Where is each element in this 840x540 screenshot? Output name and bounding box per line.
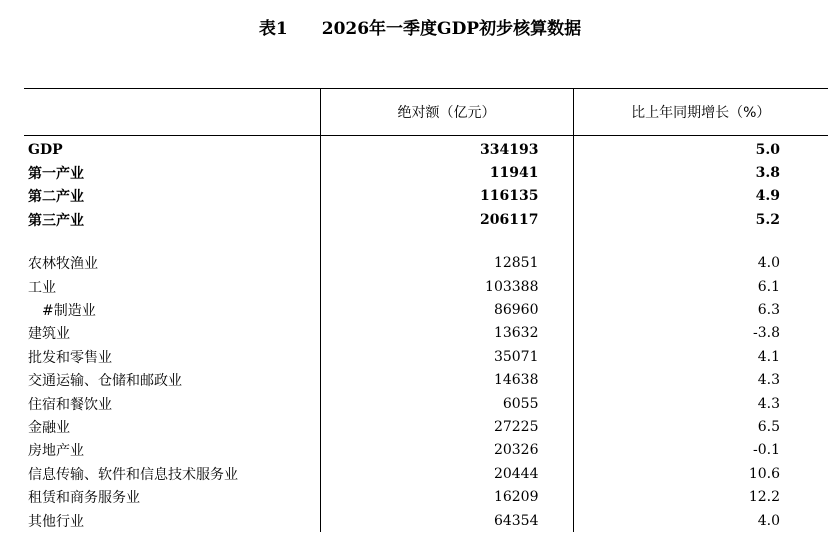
table-row: [24, 485, 828, 508]
row-name: 房地产业: [28, 443, 84, 460]
table-row: [24, 275, 828, 298]
row-value: 14638: [320, 369, 573, 392]
row-growth: 12.2: [748, 489, 780, 506]
row-name: 建筑业: [28, 326, 70, 343]
table-row: [24, 345, 828, 368]
row-growth: 4.0: [757, 512, 780, 529]
table-row: [24, 509, 828, 532]
row-growth: -0.1: [753, 442, 780, 459]
table-row: [24, 322, 828, 345]
row-growth: 5.2: [755, 211, 780, 228]
row-name: #制造业: [42, 303, 96, 320]
header-absolute-value: 绝对额（亿元）: [320, 89, 573, 136]
table-number: 表1: [258, 19, 288, 39]
row-value: 103388: [320, 275, 573, 298]
table-row: [24, 161, 828, 184]
table-row: [24, 298, 828, 321]
row-growth: 4.3: [757, 372, 780, 389]
row-name: 信息传输、软件和信息技术服务业: [28, 466, 238, 483]
row-value: 35071: [320, 345, 573, 368]
row-growth: -3.8: [753, 325, 780, 342]
row-growth: 6.3: [757, 302, 780, 319]
row-name: 其他行业: [28, 513, 84, 530]
row-value: 206117: [320, 208, 573, 231]
row-growth: 4.9: [755, 188, 780, 205]
header-row: [24, 89, 828, 136]
row-growth: 6.1: [757, 278, 780, 295]
table-row: [24, 392, 828, 415]
row-name: 工业: [28, 279, 56, 296]
row-growth: 5.0: [755, 141, 780, 158]
table-row: [24, 185, 828, 208]
row-growth: 6.5: [757, 418, 780, 435]
row-name: 第一产业: [28, 166, 84, 183]
header-growth-rate: 比上年同期增长（%）: [573, 89, 828, 136]
row-name: GDP: [28, 141, 63, 158]
row-name: 农林牧渔业: [28, 256, 98, 273]
row-growth: 3.8: [755, 165, 780, 182]
table-row: [24, 439, 828, 462]
row-growth: 4.0: [757, 255, 780, 272]
row-name: 第二产业: [28, 189, 84, 206]
row-name: 批发和零售业: [28, 349, 112, 366]
row-value: 20326: [320, 439, 573, 462]
spacer-row: [24, 232, 828, 252]
row-name: 交通运输、仓储和邮政业: [28, 373, 182, 390]
row-value: 334193: [320, 136, 573, 162]
table-title: [0, 14, 840, 39]
row-name: 住宿和餐饮业: [28, 396, 112, 413]
table-row: [24, 369, 828, 392]
row-value: 116135: [320, 185, 573, 208]
row-value: 20444: [320, 462, 573, 485]
row-value: 27225: [320, 415, 573, 438]
row-value: 11941: [320, 161, 573, 184]
row-name: 租赁和商务服务业: [28, 490, 140, 507]
gdp-table: [24, 88, 828, 532]
row-value: 13632: [320, 322, 573, 345]
row-value: 12851: [320, 252, 573, 275]
table-row: [24, 136, 828, 162]
row-value: 64354: [320, 509, 573, 532]
table-row: [24, 415, 828, 438]
table-row: [24, 462, 828, 485]
row-name: 第三产业: [28, 212, 84, 229]
row-value: 86960: [320, 298, 573, 321]
table-row: [24, 252, 828, 275]
table-row: [24, 208, 828, 231]
table-title-text: 2026年一季度GDP初步核算数据: [321, 19, 582, 39]
header-item: [24, 89, 320, 136]
row-growth: 10.6: [748, 465, 780, 482]
row-value: 6055: [320, 392, 573, 415]
row-growth: 4.3: [757, 395, 780, 412]
row-value: 16209: [320, 485, 573, 508]
row-growth: 4.1: [757, 348, 780, 365]
row-name: 金融业: [28, 419, 70, 436]
